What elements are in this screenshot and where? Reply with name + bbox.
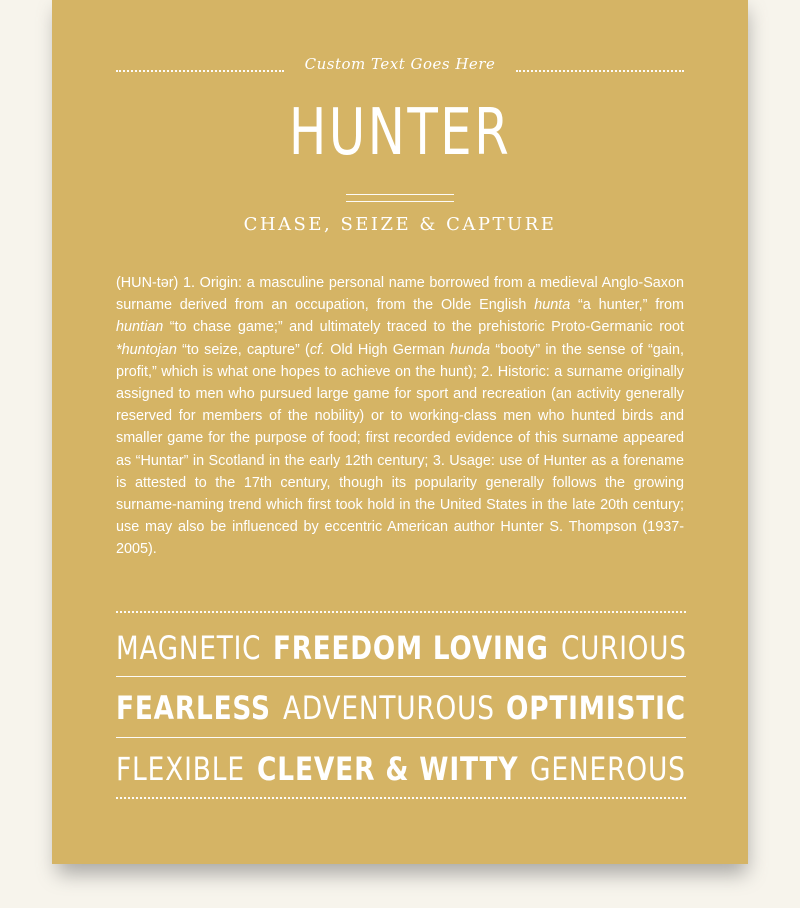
trait-separator	[116, 676, 686, 677]
traits-row-2	[116, 682, 686, 734]
dotted-divider-bottom	[116, 797, 686, 799]
traits-row-1	[116, 622, 686, 674]
title-rule-top	[346, 194, 454, 195]
trait-separator	[116, 737, 686, 738]
trait-word: OPTIMISTIC	[506, 689, 687, 727]
traits-row-3	[116, 743, 686, 795]
trait-word: ADVENTUROUS	[282, 689, 495, 727]
trait-word: GENEROUS	[530, 750, 687, 788]
trait-word: FEARLESS	[116, 689, 271, 727]
trait-word: FLEXIBLE	[116, 750, 245, 788]
name-meaning: CHASE, SEIZE & CAPTURE	[243, 214, 557, 235]
custom-text: Custom Text Goes Here	[304, 55, 496, 73]
trait-word: CLEVER & WITTY	[257, 750, 519, 788]
name-title: HUNTER	[288, 96, 512, 170]
name-poster	[52, 0, 748, 864]
name-definition: (HUN-tər) 1. Origin: a masculine personal name borrowed from a medieval Anglo-Saxon surname derived from an occupation, from the Olde English hunta “a hunter,” from huntian “to chase game;” and ultimately traced to the prehistoric Proto-Germanic root *huntojan “to seize, capture” (cf. Old High German hunda “booty” in the sense of “gain, profit,” which is what one hopes to achieve on the hunt); 2. Historic: a surname originally assigned to men who pursued large game for sport and recreation (an activity generally reserved for members of the nobility) or to working-class men who hunted birds and smaller game for the purpose of food; first recorded evidence of this surname appeared as “Huntar” in Scotland in the early 12th century; 3. Usage: use of Hunter as a forename is attested to the 17th century, though its popularity generally follows the growing surname-naming trend which first took hold in the United States in the late 20th century; use may also be influenced by eccentric American author Hunter S. Thompson (1937-2005).	[116, 275, 684, 558]
trait-word: MAGNETIC	[116, 629, 262, 667]
trait-word: FREEDOM LOVING	[273, 629, 549, 667]
trait-word: CURIOUS	[560, 629, 687, 667]
dotted-divider	[116, 611, 686, 613]
title-rule-bottom	[346, 201, 454, 202]
